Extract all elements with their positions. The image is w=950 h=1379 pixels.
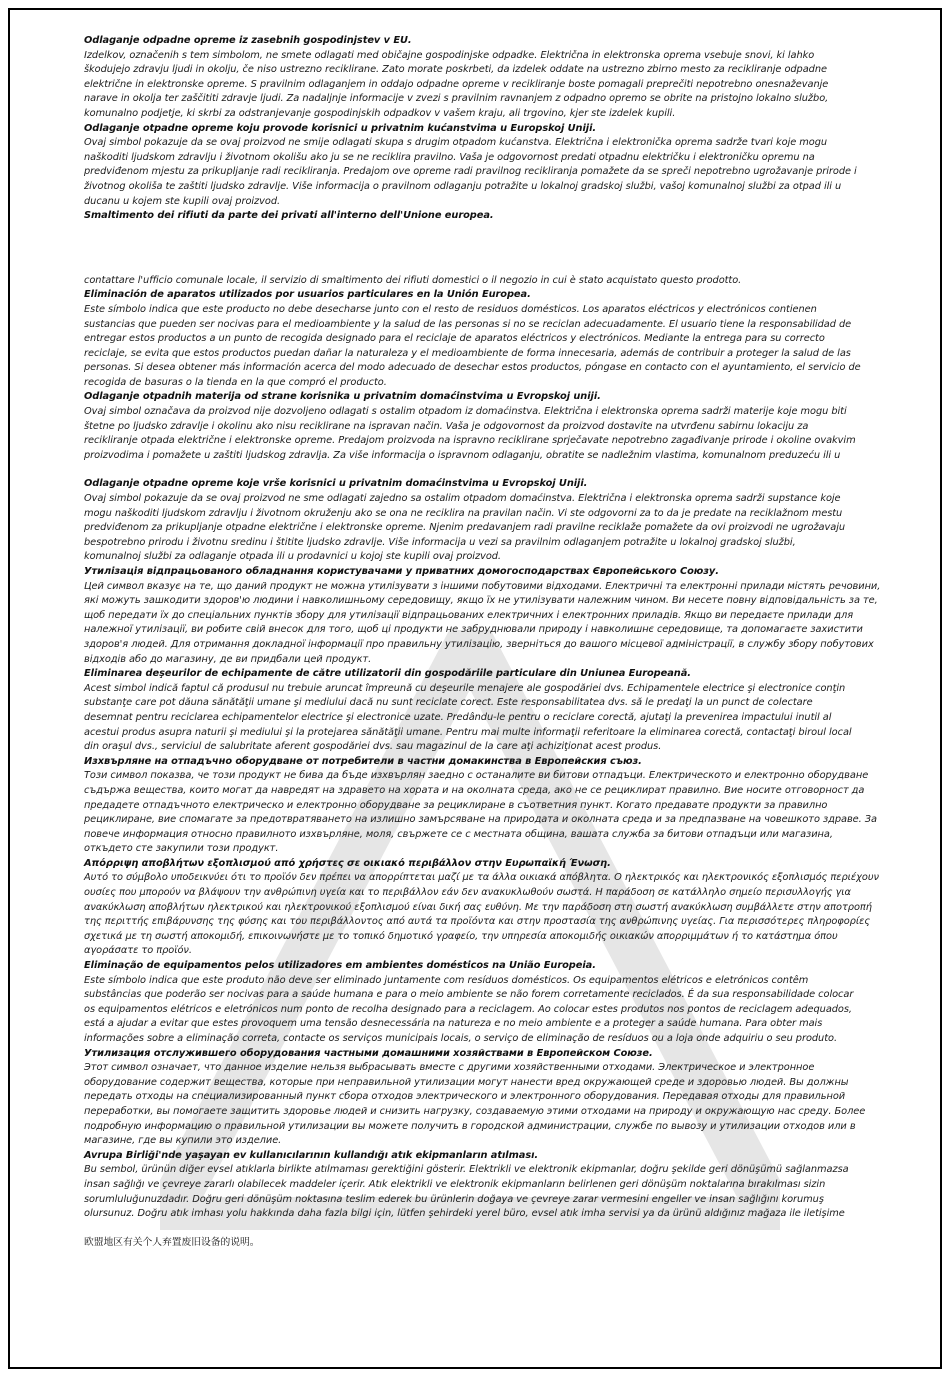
section-heading: Eliminarea deşeurilor de echipamente de către utilizatorii din gospodăriile particulare din Uniunea Europeană. [84, 668, 691, 680]
section-slovenian [84, 34, 924, 122]
section-heading: Avrupa Birliği'nde yaşayan ev kullanıcılarının kullandığı atık ekipmanların atılması. [84, 1149, 539, 1161]
section-body: Acest simbol indică faptul că produsul nu trebuie aruncat împreună cu deşeurile menajere ale gospodăriei dvs. Echipamentele electrice şi electronice conţin substanţe care pot dăuna sănătăţii umane şi mediului dacă nu sunt reciclate corect. Este responsabilitatea dvs. să le predaţi la un punct de colectare desemnat pentru reciclarea echipamentelor electrice şi electronice uzate. Predându-le pentru o reciclare corectă, ajutaţi la prevenirea impactului inutil al acestui produs asupra naturii şi mediului şi la protejarea sănătăţii umane. Pentru mai multe informaţii referitoare la eliminarea corectă, contactaţi biroul local din oraşul dvs., serviciul de salubritate aferent gospodăriei dvs. sau magazinul de la care aţi achiziţionat acest produs. [84, 682, 852, 753]
section-heading: Изхвърляне на отпадъчно оборудване от потребители в частни домакинства в Европейския съюз. [84, 755, 642, 767]
section-heading: Odlaganje otpadne opreme koje vrše korisnici u privatnim domaćinstvima u Evropskoj Uniji. [84, 478, 588, 490]
section-body: Цей символ вказує на те, що даний продукт не можна утилізувати з іншими побутовими відходами. Електричні та електронні прилади містять речовини, які можуть зашкодити здоров'ю людини і навколишньому середовищу, якщо їх не утилізувати належним чином. Ви несете повну відповідальність за те, щоб передати їх до спеціальних пунктів збору для утилізації відпрацьованих електричних і електронних приладів. Якщо ви передаєте прилади для належної утилізації, ви робите свій внесок для того, щоб ці продукти не забруднювали природу і навколишнє середовище, та допомагаєте захистити здоров'я людей. Для отримання докладної інформації про правильну утилізацію, зверніться до вашого місцевої адміністрації, в службу збору побутових відходів або до магазину, де ви придбали цей продукт. [84, 580, 881, 665]
section-heading: Odlaganje otpadne opreme koju provode korisnici u privatnim kućanstvima u Europskoj Uniji. [84, 122, 597, 134]
section-spanish [84, 288, 924, 390]
section-heading: Απόρριψη αποβλήτων εξοπλισμού από χρήστες σε οικιακό περιβάλλον στην Ευρωπαϊκή Ένωση. [84, 857, 611, 869]
section-greek [84, 857, 924, 959]
section-body: Ovaj simbol označava da proizvod nije dozvoljeno odlagati s ostalim otpadom iz domaćinstva. Električna i elektronska oprema sadrži materije koje mogu biti štetne po ljudsko zdravlje i okolinu ako nisu reciklirane na ispravan način. Vaša je odgovornost da proizvod dostavite na utvrđenu sabirnu lokaciju za recikliranje otpada električne i elektronske opreme. Predajom proizvoda na ispravno reciklirane sprječavate nepotrebno zagađivanje prirode i okoline ovakvim proizvodima i pomažete u zaštiti ljudskog zdravlja. Za više informacija o ispravnom odlaganju, obratite se nadležnim vlastima, komunalnom preduzeću ili u [84, 406, 856, 461]
section-russian [84, 1047, 924, 1149]
section-heading: 欧盟地区有关个人弃置废旧设备的说明。 [84, 1236, 260, 1248]
section-turkish [84, 1149, 924, 1222]
section-body: Αυτό το σύμβολο υποδεικνύει ότι το προϊόν δεν πρέπει να απορρίπτεται μαζί με τα άλλα οικιακά απόβλητα. Ο ηλεκτρικός και ηλεκτρονικός εξοπλισμός περιέχουν ουσίες που μπορούν να βλάψουν την ανθρώπινη υγεία και το περιβάλλον εάν δεν ανακυκλωθούν σωστά. Η παράδοση σε κατάλληλο σημείο περισυλλογής για ανακύκλωση αποβλήτων ηλεκτρικού και ηλεκτρονικού εξοπλισμού είναι δική σας ευθύνη. Με την παράδοση στη σωστή ανακύκλωση συμβάλλετε στην αποτροπή της περιττής επιβάρυνσης της φύσης και του περιβάλλοντος από αυτά τα προϊόντα και στην προστασία της ανθρώπινης υγείας. Για περισσότερες πληροφορίες σχετικά με τη σωστή αποκομιδή, επικοινωνήστε με το τοπικό δημοτικό γραφείο, την υπηρεσία αποκομιδής οικιακών απορριμμάτων ή το κατάστημα όπου αγοράσατε το προϊόν. [84, 872, 879, 957]
section-body: Ovaj simbol pokazuje da se ovaj proizvod ne smije odlagati skupa s drugim otpadom kućanstva. Električna i elektronička oprema sadrže tvari koje mogu naškoditi ljudskom zdravlju i životnom okolišu ako ju se ne reciklira pravilno. Vaša je odgovornost predati otpadnu električku i elektroničku opremu na predviđenom mjestu za prikupljanje radi recikliranja. Predajom ove opreme radi pravilnog recikliranja pomažete da se spreči nepotrebno ugrožavanje prirode i životnog okoliša te zaštiti ljudsko zdravlje. Više informacija o pravilnom odlaganju potražite u lokalnoj gradskoj službi, vašoj komunalnoj službi za otpad ili u ducanu u kojem ste kupili ovaj proizvod. [84, 137, 857, 207]
section-chinese [84, 1222, 924, 1251]
section-croatian [84, 122, 924, 210]
section-bulgarian [84, 755, 924, 857]
section-body: Este símbolo indica que este produto não deve ser eliminado juntamente com resíduos domésticos. Os equipamentos elétricos e eletrónicos contêm substâncias que poderão ser nocivas para a saúde humana e para o meio ambiente se não forem corretamente reciclados. É da sua responsabilidade colocar os equipamentos elétricos e eletrónicos num ponto de recolha designado para a reciclagem. Ao colocar estes produtos nos pontos de reciclagem adequados, está a ajudar a evitar que estes provoquem uma tensão desnecessária na natureza e no meio ambiente e a proteger a saúde humana. Para obter mais informações sobre a eliminação correta, contacte os serviços municipais locais, o serviço de eliminação de resíduos ou a loja onde adquiriu o seu produto. [84, 974, 854, 1044]
section-body: Ovaj simbol pokazuje da se ovaj proizvod ne sme odlagati zajedno sa ostalim otpadom domaćinstva. Električna i elektronska oprema sadrži supstance koje mogu naškoditi ljudskom zdravlju i životnom okruženju ako se ona ne reciklira na pravilan način. Vi ste odgovorni za to da je predate na reciklažnom mestu predviđenom za prikupljanje otpadne električne i elektronske opreme. Njenim predavanjem radi pravilne reciklaže pomažete da ovi proizvodi ne ugrožavaju bespotrebno prirodu i životnu sredinu i štitite ljudsko zdravlje. Više informacija u vezi sa pravilnim odlaganjem potražite u lokalnoj gradskoj službi, komunalnoj službi za odlaganje otpada ili u prodavnici u kojoj ste kupili ovaj proizvod. [84, 493, 846, 563]
section-montenegrin [84, 477, 924, 565]
page-frame [8, 8, 942, 1369]
section-ukrainian [84, 565, 924, 667]
section-body: Този символ показва, че този продукт не бива да бъде изхвърлян заедно с останалите ви битови отпадъци. Електрическото и електронно оборудване съдържа вещества, които могат да навредят на здравето на хората и на околната среда, ако не се рециклират правилно. Вие носите отговорност да предадете отпадъчното електрическо и електронно оборудване за рециклиране в съответния пункт. Когато предавате продукти за правилно рециклиране, вие спомагате за предотвратяването на излишно замърсяване на природата и околната среда и за предпазване на човешкото здраве. За повече информация относно правилното изхвърляне, моля, свържете се с местната община, вашата служба за битови отпадъци или магазина, откъдето сте закупили този продукт. [84, 770, 877, 855]
document-body [84, 34, 924, 1250]
section-serbian-latin [84, 390, 924, 477]
section-heading: Odlaganje odpadne opreme iz zasebnih gospodinjstev v EU. [84, 35, 412, 46]
section-heading: Eliminação de equipamentos pelos utilizadores em ambientes domésticos na União Europeia. [84, 960, 596, 972]
section-body: Este símbolo indica que este producto no debe desecharse junto con el resto de residuos domésticos. Los aparatos eléctricos y electrónicos contienen sustancias que pueden ser nocivas para el medioambiente y la salud de las personas si no se reciclan adecuadamente. El usuario tiene la responsabilidad de entregar estos productos a un punto de recogida designado para el reciclaje de aparatos eléctricos y electrónicos. Mediante la entrega para su correcto reciclaje, se evita que estos productos puedan dañar la naturaleza y el medioambiente de forma innecesaria, además de contribuir a proteger la salud de las personas. Si desea obtener más información acerca del modo adecuado de desechar estos productos, póngase en contacto con el ayuntamiento, el servicio de recogida de basuras o la tienda en la que compró el producto. [84, 303, 861, 388]
section-romanian [84, 667, 924, 755]
section-heading: Утилизация отслужившего оборудования частными домашними хозяйствами в Европейском Союзе. [84, 1047, 653, 1059]
section-italian [84, 209, 924, 288]
section-heading: Smaltimento dei rifiuti da parte dei privati all'interno dell'Unione europea. [84, 210, 494, 222]
section-body: Этот символ означает, что данное изделие нельзя выбрасывать вместе с другими хозяйственными отходами. Электрическое и электронное оборудование содержит вещества, которые при неправильной утилизации могут нанести вред окружающей среде и здоровью людей. Вы должны передать отходы на специализированный пункт сбора отходов электрического и электронного оборудования. Передавая отходы для правильной переработки, вы помогаете защитить здоровье людей и снизить нагрузку, создаваемую этими отходами на природу и окружающую нас среду. Более подробную информацию о правильной утилизации вы можете получить в городской администрации, службе по вывозу и утилизации отходов или в магазине, где вы купили это изделие. [84, 1062, 866, 1147]
section-body: contattare l'ufficio comunale locale, il servizio di smaltimento dei rifiuti domestici o il negozio in cui è stato acquistato questo prodotto. [84, 274, 742, 286]
section-heading: Odlaganje otpadnih materija od strane korisnika u privatnim domaćinstvima u Evropskoj uniji. [84, 391, 601, 403]
section-portuguese [84, 959, 924, 1047]
section-body: Bu sembol, ürünün diğer evsel atıklarla birlikte atılmaması gerektiğini gösterir. Elektrikli ve elektronik ekipmanlar, doğru şekilde geri dönüşümü sağlanmazsa insan sağlığı ve çevreye zararlı olabilecek maddeler içerir. Atık elektrikli ve elektronik ekipmanların belirlenen geri dönüşüm noktalarına bırakılması sizin sorumluluğunuzdadır. Doğru geri dönüşüm noktasına teslim ederek bu ürünlerin doğaya ve çevreye zarar vermesini engeller ve insan sağlığını korumuş olursunuz. Doğru atık imhası yolu hakkında daha fazla bilgi için, lütfen şehirdeki yerel büro, evsel atık imha servisi ya da ürünü aldığınız mağaza ile iletişime [84, 1164, 849, 1220]
section-heading: Утилізація відпрацьованого обладнання користувачами у приватних домогосподарствах Європейського Союзу. [84, 566, 719, 577]
section-heading: Eliminación de aparatos utilizados por usuarios particulares en la Unión Europea. [84, 289, 531, 301]
section-body: Izdelkov, označenih s tem simbolom, ne smete odlagati med običajne gospodinjske odpadke. Električna in elektronska oprema vsebuje snovi, ki lahko škodujejo zdravju ljudi in okolju, če niso ustrezno reciklirane. Zato morate poskrbeti, da izdelek oddate na ustrezno zbirno mesto za recikliranje odpadne električne in elektronske opreme. S pravilnim odlaganjem in oddajo odpadne opreme v recikliranje boste pomagali preprečiti nepotrebno onesnaževanje narave in okolja ter zaščititi zdravje ljudi. Za nadaljnje informacije v zvezi s pravilnim ravnanjem z odpadno opremo se obrite na pristojno lokalno službo, komunalno podjetje, ki skrbi za odstranjevanje gospodinjskih odpadkov v vašem kraju, ali trgovino, kjer ste izdelek kupili. [84, 49, 829, 119]
